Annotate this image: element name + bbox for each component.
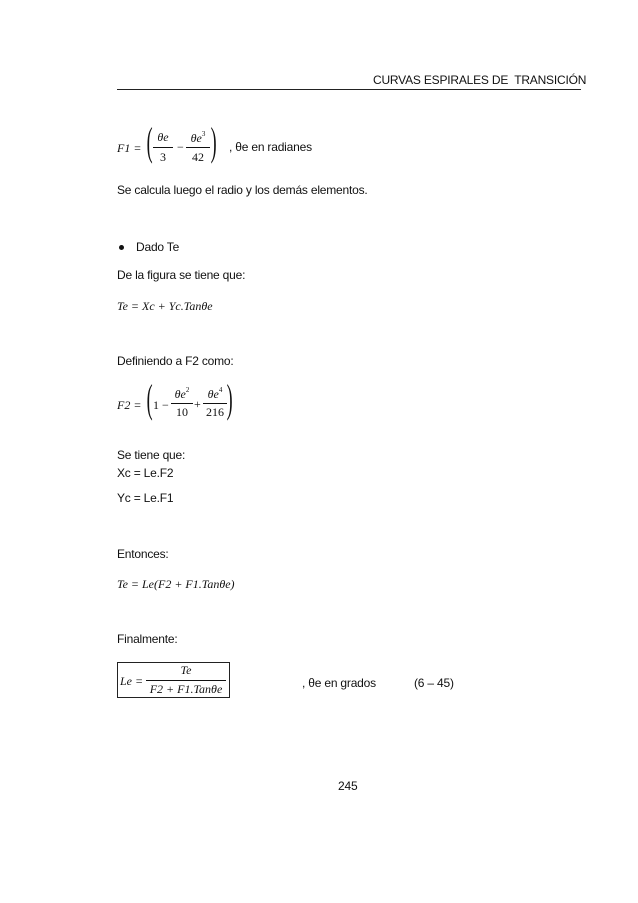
eq1-note: , θe en radianes <box>229 140 312 154</box>
eq3-right-paren: ) <box>226 376 233 421</box>
eq1-num2 <box>185 130 211 146</box>
eq5-num: Te <box>180 663 192 677</box>
eq1-den1: 3 <box>160 150 166 164</box>
eq1-num2-exp: 3 <box>201 130 206 138</box>
equation-number: (6 – 45) <box>414 676 454 690</box>
line-xc: Xc = Le.F2 <box>117 466 174 480</box>
page-number: 245 <box>338 779 358 793</box>
equation-te-le: Te = Le(F2 + F1.Tanθe) <box>117 577 235 591</box>
paragraph-finalmente: Finalmente: <box>117 632 178 646</box>
eq3-bar1 <box>171 403 193 404</box>
paragraph-radio: Se calcula luego el radio y los demás elementos. <box>117 183 368 197</box>
paragraph-definiendo: Definiendo a F2 como: <box>117 354 234 368</box>
paragraph-entonces: Entonces: <box>117 547 169 561</box>
eq3-left-paren: ( <box>146 376 153 421</box>
eq3-lhs: F2 = <box>117 398 142 412</box>
eq5-lhs: Le = <box>120 674 144 688</box>
eq5-bar <box>146 680 226 681</box>
header-rule <box>117 89 581 90</box>
eq1-right-paren: ) <box>210 119 217 164</box>
running-header: CURVAS ESPIRALES DE TRANSICIÓN <box>373 73 587 87</box>
eq3-num2-base: θe <box>207 387 219 401</box>
bullet-dot <box>119 245 124 250</box>
eq3-den2: 216 <box>206 405 224 419</box>
line-yc: Yc = Le.F1 <box>117 491 174 505</box>
eq5-note: , θe en grados <box>302 676 376 690</box>
eq1-minus: − <box>177 140 184 154</box>
eq1-den2: 42 <box>192 150 204 164</box>
eq1-bar1 <box>153 147 173 148</box>
bullet-text: Dado Te <box>136 240 180 254</box>
eq3-one: 1 − <box>153 398 169 412</box>
eq1-num1: θe <box>157 130 169 144</box>
eq3-den1: 10 <box>176 405 188 419</box>
eq3-num2 <box>202 386 228 402</box>
eq1-num2-base: θe <box>190 131 202 145</box>
eq3-num1 <box>170 386 194 402</box>
eq1-bar2 <box>186 147 210 148</box>
eq3-bar2 <box>203 403 227 404</box>
eq3-plus: + <box>194 397 201 411</box>
equation-te: Te = Xc + Yc.Tanθe <box>117 299 213 313</box>
paragraph-figura: De la figura se tiene que: <box>117 268 246 282</box>
eq1-lhs: F1 = <box>117 141 142 155</box>
eq3-num1-base: θe <box>174 387 186 401</box>
eq5-den: F2 + F1.Tanθe <box>149 682 223 696</box>
eq3-num2-exp: 4 <box>218 386 223 394</box>
eq1-left-paren: ( <box>146 119 153 164</box>
paragraph-se-tiene: Se tiene que: <box>117 448 186 462</box>
eq3-num1-exp: 2 <box>185 386 190 394</box>
